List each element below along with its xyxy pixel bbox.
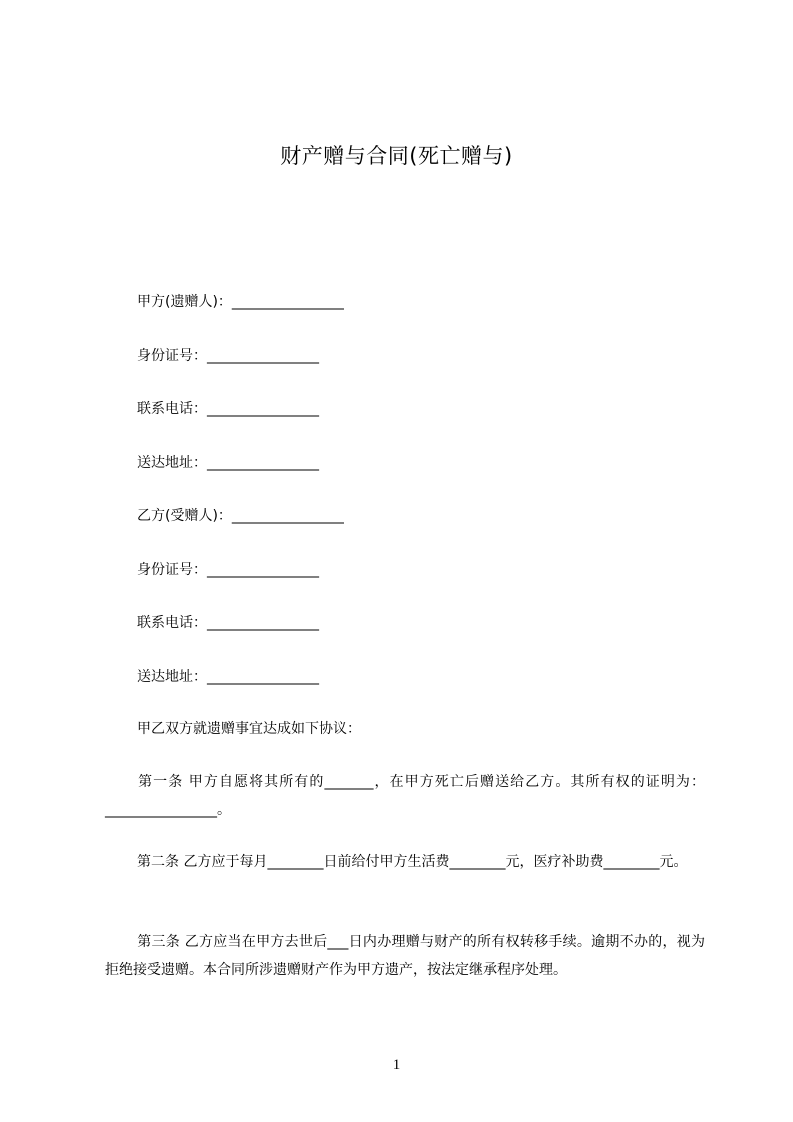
party-b-phone-field: 联系电话：________________ bbox=[137, 615, 319, 631]
agreement-intro: 甲乙双方就遗赠事宜达成如下协议： bbox=[137, 721, 361, 737]
article-3 bbox=[105, 928, 705, 984]
party-a-address-field: 送达地址：________________ bbox=[137, 455, 319, 471]
party-a-phone-field: 联系电话：________________ bbox=[137, 401, 319, 417]
page-number: 1 bbox=[392, 1057, 401, 1073]
article-2-text: 第二条 乙方应于每月________日前给付甲方生活费________元，医疗补助费________元。 bbox=[137, 854, 688, 870]
article-2 bbox=[105, 848, 705, 876]
party-a-name-field: 甲方(遗赠人)：________________ bbox=[137, 294, 344, 310]
party-a-id-field: 身份证号：________________ bbox=[137, 348, 319, 364]
party-b-address-field: 送达地址：________________ bbox=[137, 669, 319, 685]
party-b-id-field: 身份证号：________________ bbox=[137, 562, 319, 578]
article-1 bbox=[105, 768, 705, 824]
article-1-text: 第一条 甲方自愿将其所有的_______，在甲方死亡后赠送给乙方。其所有权的证明为：________________。 bbox=[105, 774, 705, 818]
party-b-name-field: 乙方(受赠人)：________________ bbox=[137, 508, 344, 524]
article-3-text: 第三条 乙方应当在甲方去世后___日内办理赠与财产的所有权转移手续。逾期不办的，视为拒绝接受遗赠。本合同所涉遗赠财产作为甲方遗产，按法定继承程序处理。 bbox=[105, 934, 705, 978]
document-title: 财产赠与合同(死亡赠与) bbox=[280, 144, 513, 168]
